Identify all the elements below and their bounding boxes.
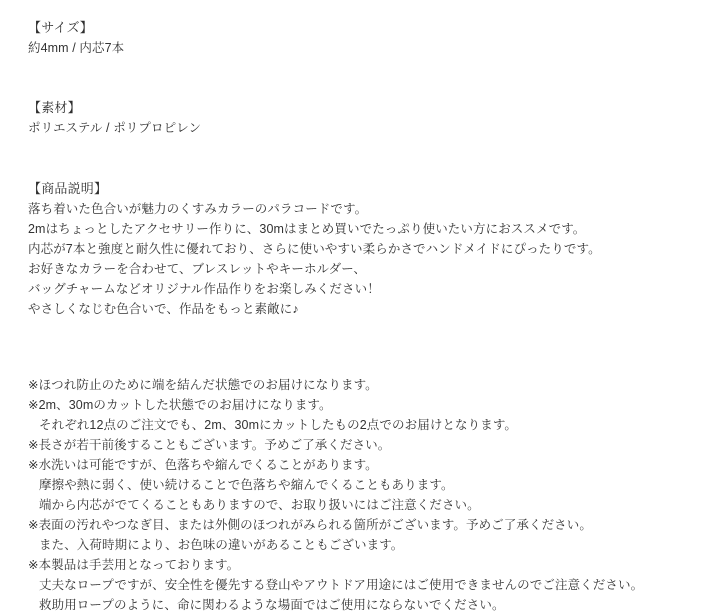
note-line: また、入荷時期により、お色味の違いがあることもございます。 [39, 538, 404, 552]
note-line: 端から内芯がでてくることもありますので、お取り扱いにはご注意ください。 [39, 498, 480, 512]
section-description-line-6: やさしくなじむ色合いで、作品をもっと素敵に♪ [28, 302, 299, 316]
section-description-line-1: 落ち着いた色合いが魅力のくすみカラーのパラコードです。 [28, 202, 368, 216]
section-material-heading: 【素材】 [28, 100, 81, 115]
note-line: それぞれ12点のご注文でも、2m、30mにカットしたもの2点でのお届けとなります。 [39, 418, 518, 432]
note-line: 丈夫なロープですが、安全性を優先する登山やアウトドア用途にはご使用できませんのでご注意ください。 [39, 578, 644, 592]
spacer-after-material [28, 138, 692, 179]
note-line: 救助用ロープのように、命に関わるような場面ではご使用にならないでください。 [39, 598, 505, 612]
note-line: ※水洗いは可能ですが、色落ちや縮んでくることがあります。 [28, 458, 378, 472]
section-description-line-3: 内芯が7本と強度と耐久性に優れており、さらに使いやすい柔らかさでハンドメイドにぴったりです。 [28, 242, 601, 256]
note-line: ※本製品は手芸用となっております。 [28, 558, 240, 572]
note-line: ※2m、30mのカットした状態でのお届けになります。 [28, 398, 332, 412]
section-description-line-4: お好きなカラーを合わせて、ブレスレットやキーホルダー、 [28, 262, 366, 276]
section-description-line-5: バッグチャームなどオリジナル作品作りをお楽しみください！ [28, 282, 380, 296]
note-line: ※ほつれ防止のために端を結んだ状態でのお届けになります。 [28, 378, 378, 392]
section-description [28, 179, 692, 319]
top-spacer [28, 0, 692, 10]
note-line: 摩擦や熱に弱く、使い続けることで色落ちや縮んでくることもあります。 [39, 478, 454, 492]
note-line: ※表面の汚れやつなぎ目、または外側のほつれがみられる箇所がございます。予めご了承ください。 [28, 518, 592, 532]
section-description-line-2: 2mはちょっとしたアクセサリー作りに、30mはまとめ買いでたっぷり使いたい方におススメです。 [28, 222, 586, 236]
section-material-line-1: ポリエステル / ポリプロピレン [28, 121, 202, 135]
section-notes [28, 375, 692, 615]
section-material [28, 98, 692, 138]
section-description-heading: 【商品説明】 [28, 181, 108, 196]
section-size-line-1: 約4mm / 内芯7本 [28, 41, 125, 55]
note-line: ※長さが若干前後することもございます。予めご了承ください。 [28, 438, 391, 452]
spacer-before-notes [28, 319, 692, 375]
spacer-after-size [28, 58, 692, 98]
section-size [28, 10, 692, 58]
section-size-heading: 【サイズ】 [28, 20, 93, 35]
